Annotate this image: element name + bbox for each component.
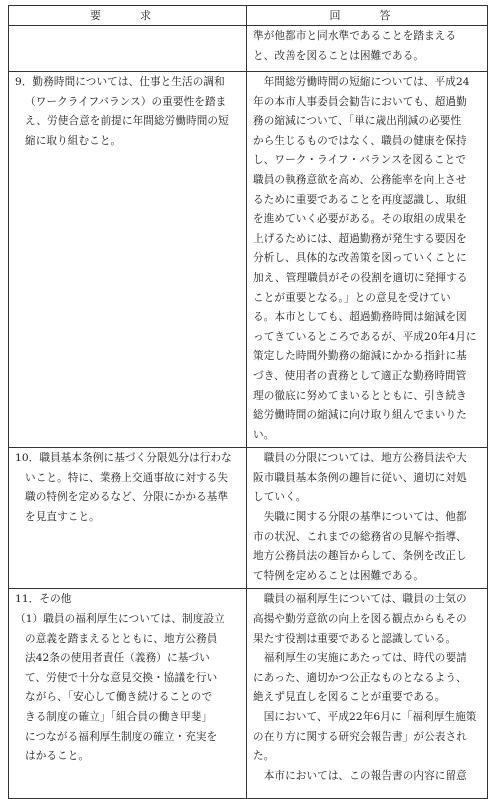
request-cell [9, 72, 247, 448]
request-answer-table [8, 5, 488, 799]
answer-cell [247, 72, 488, 448]
answer-line: ことが重要となる。」との意見を受けてい [253, 291, 451, 304]
request-line: て、労使で十分な意見交換・協議を行い [25, 671, 218, 684]
answer-line: 職員の執務意欲を高め、公務能率を向上させ [253, 173, 467, 186]
table-row [9, 72, 488, 448]
request-line: 9．勤務時間については、仕事と生活の調和 [15, 76, 225, 88]
answer-line: 策定した時間外勤務の縮減にかかる指針に基 [253, 350, 467, 363]
answer-line: 年の本市人事委員会勧告においても、超過勤 [253, 95, 467, 108]
answer-line: い。 [253, 428, 275, 441]
answer-line: 国において、平成22年6月に「福利厚生施策 [253, 711, 477, 723]
request-line: え、労使合意を前提に年間総労働時間の短 [25, 115, 229, 128]
answer-line: 準が他都市と同水準であることを踏まえる [253, 30, 457, 42]
table-header-row [9, 6, 488, 26]
answer-line: る。本市としても、超過勤務時間は縮減を図 [253, 311, 467, 324]
answer-cell [247, 448, 488, 589]
answer-line: 務の縮減について、「単に歳出削減の必要性 [253, 115, 462, 128]
answer-line: 理の徹底に努めてまいるとともに、引き続き [253, 389, 467, 402]
request-line: はかること。 [25, 750, 90, 763]
request-line: につながる福利厚生制度の確立・充実を [25, 730, 218, 743]
answer-line: た。 [253, 750, 275, 763]
answer-line: 市の状況、これまでの総務省の見解や指導、 [253, 530, 467, 543]
request-cell [9, 589, 247, 799]
answer-cell [247, 26, 488, 72]
request-line: 縮に取り組むこと。 [25, 134, 122, 147]
request-cell [9, 26, 247, 72]
answer-line: 高揚や勤労意欲の向上を図る観点からもその [253, 613, 467, 626]
request-cell [9, 448, 247, 589]
answer-line: 上げるためには、超過勤務が発生する要因を [253, 232, 467, 245]
answer-line: 年間総労働時間の短縮については、平成24 [253, 76, 470, 88]
answer-line: 失職に関する分限の基準については、他都 [253, 511, 467, 524]
answer-line: から生じるものではなく、職員の健康を保持 [253, 134, 467, 147]
request-line: 職の特例を定めるなど、分限にかかる基準 [25, 491, 229, 504]
request-line: を見直すこと。 [25, 511, 100, 524]
answer-line: の在り方に関する研究会報告書」が公表され [253, 730, 467, 743]
answer-line: を進めていく必要がある。その取組の成果を [253, 213, 467, 226]
header-request: 要 求 [9, 6, 247, 26]
answer-line: し、ワーク・ライフ・バランスを図ることで [253, 154, 466, 167]
table-row [9, 448, 488, 589]
answer-line: にあった、適切かつ公正なものとなるよう、 [253, 671, 467, 684]
request-line: ながら、「安心して働き続けることので [25, 691, 213, 704]
answer-line: 職員の福利厚生については、職員の士気の [253, 593, 467, 606]
answer-line: て特例を定めることは困難である。 [253, 569, 425, 582]
answer-line: 地方公務員法の趣旨からして、条例を改正し [253, 550, 467, 563]
answer-line: 阪市職員基本条例の趣旨に従い、適切に対処 [253, 471, 467, 484]
request-line: 法42条の使用者責任（義務）に基づい [25, 652, 210, 665]
answer-line: るために重要であることを再度認識し、取組 [253, 193, 467, 206]
answer-line: 絶えず見直しを図ることが重要である。 [253, 691, 446, 704]
answer-line: 総労働時間の縮減に向け取り組んでまいりた [253, 409, 467, 422]
request-line: 10．職員基本条例に基づく分限処分は行わな [15, 452, 232, 465]
header-answer: 回 答 [247, 6, 488, 26]
table-row [9, 589, 488, 799]
request-line: 11．その他 [15, 593, 72, 606]
answer-line: 分析し、具体的な改善策を図っていくことに [253, 252, 467, 265]
answer-line: ってきているところであるが、平成20年4月に [253, 330, 477, 343]
answer-line: 果たす役割は重要であると認識している。 [253, 632, 457, 645]
answer-cell [247, 589, 488, 799]
answer-line: 職員の分限については、地方公務員法や大 [253, 452, 467, 465]
request-line: きる制度の確立」「組合員の働き甲斐」 [25, 711, 213, 723]
answer-line: 本市においては、この報告書の内容に留意 [253, 769, 467, 782]
answer-line: 福利厚生の実施にあたっては、時代の要請 [253, 652, 467, 665]
table-row [9, 26, 488, 72]
request-line: いこと。特に、業務上交通事故に対する失 [25, 471, 229, 484]
request-line: （1）職員の福利厚生については、制度設立 [15, 613, 225, 626]
request-line: の意義を踏まえるとともに、地方公務員 [25, 632, 218, 645]
answer-line: と、改善を図ることは困難である。 [253, 49, 425, 62]
answer-line: づき、使用者の責務として適正な勤務時間管 [253, 369, 467, 382]
answer-line: 加え、管理職員がその役割を適切に発揮する [253, 271, 468, 284]
answer-line: していく。 [253, 491, 307, 504]
request-line: （ワークライフバランス）の重要性を踏ま [25, 95, 227, 108]
